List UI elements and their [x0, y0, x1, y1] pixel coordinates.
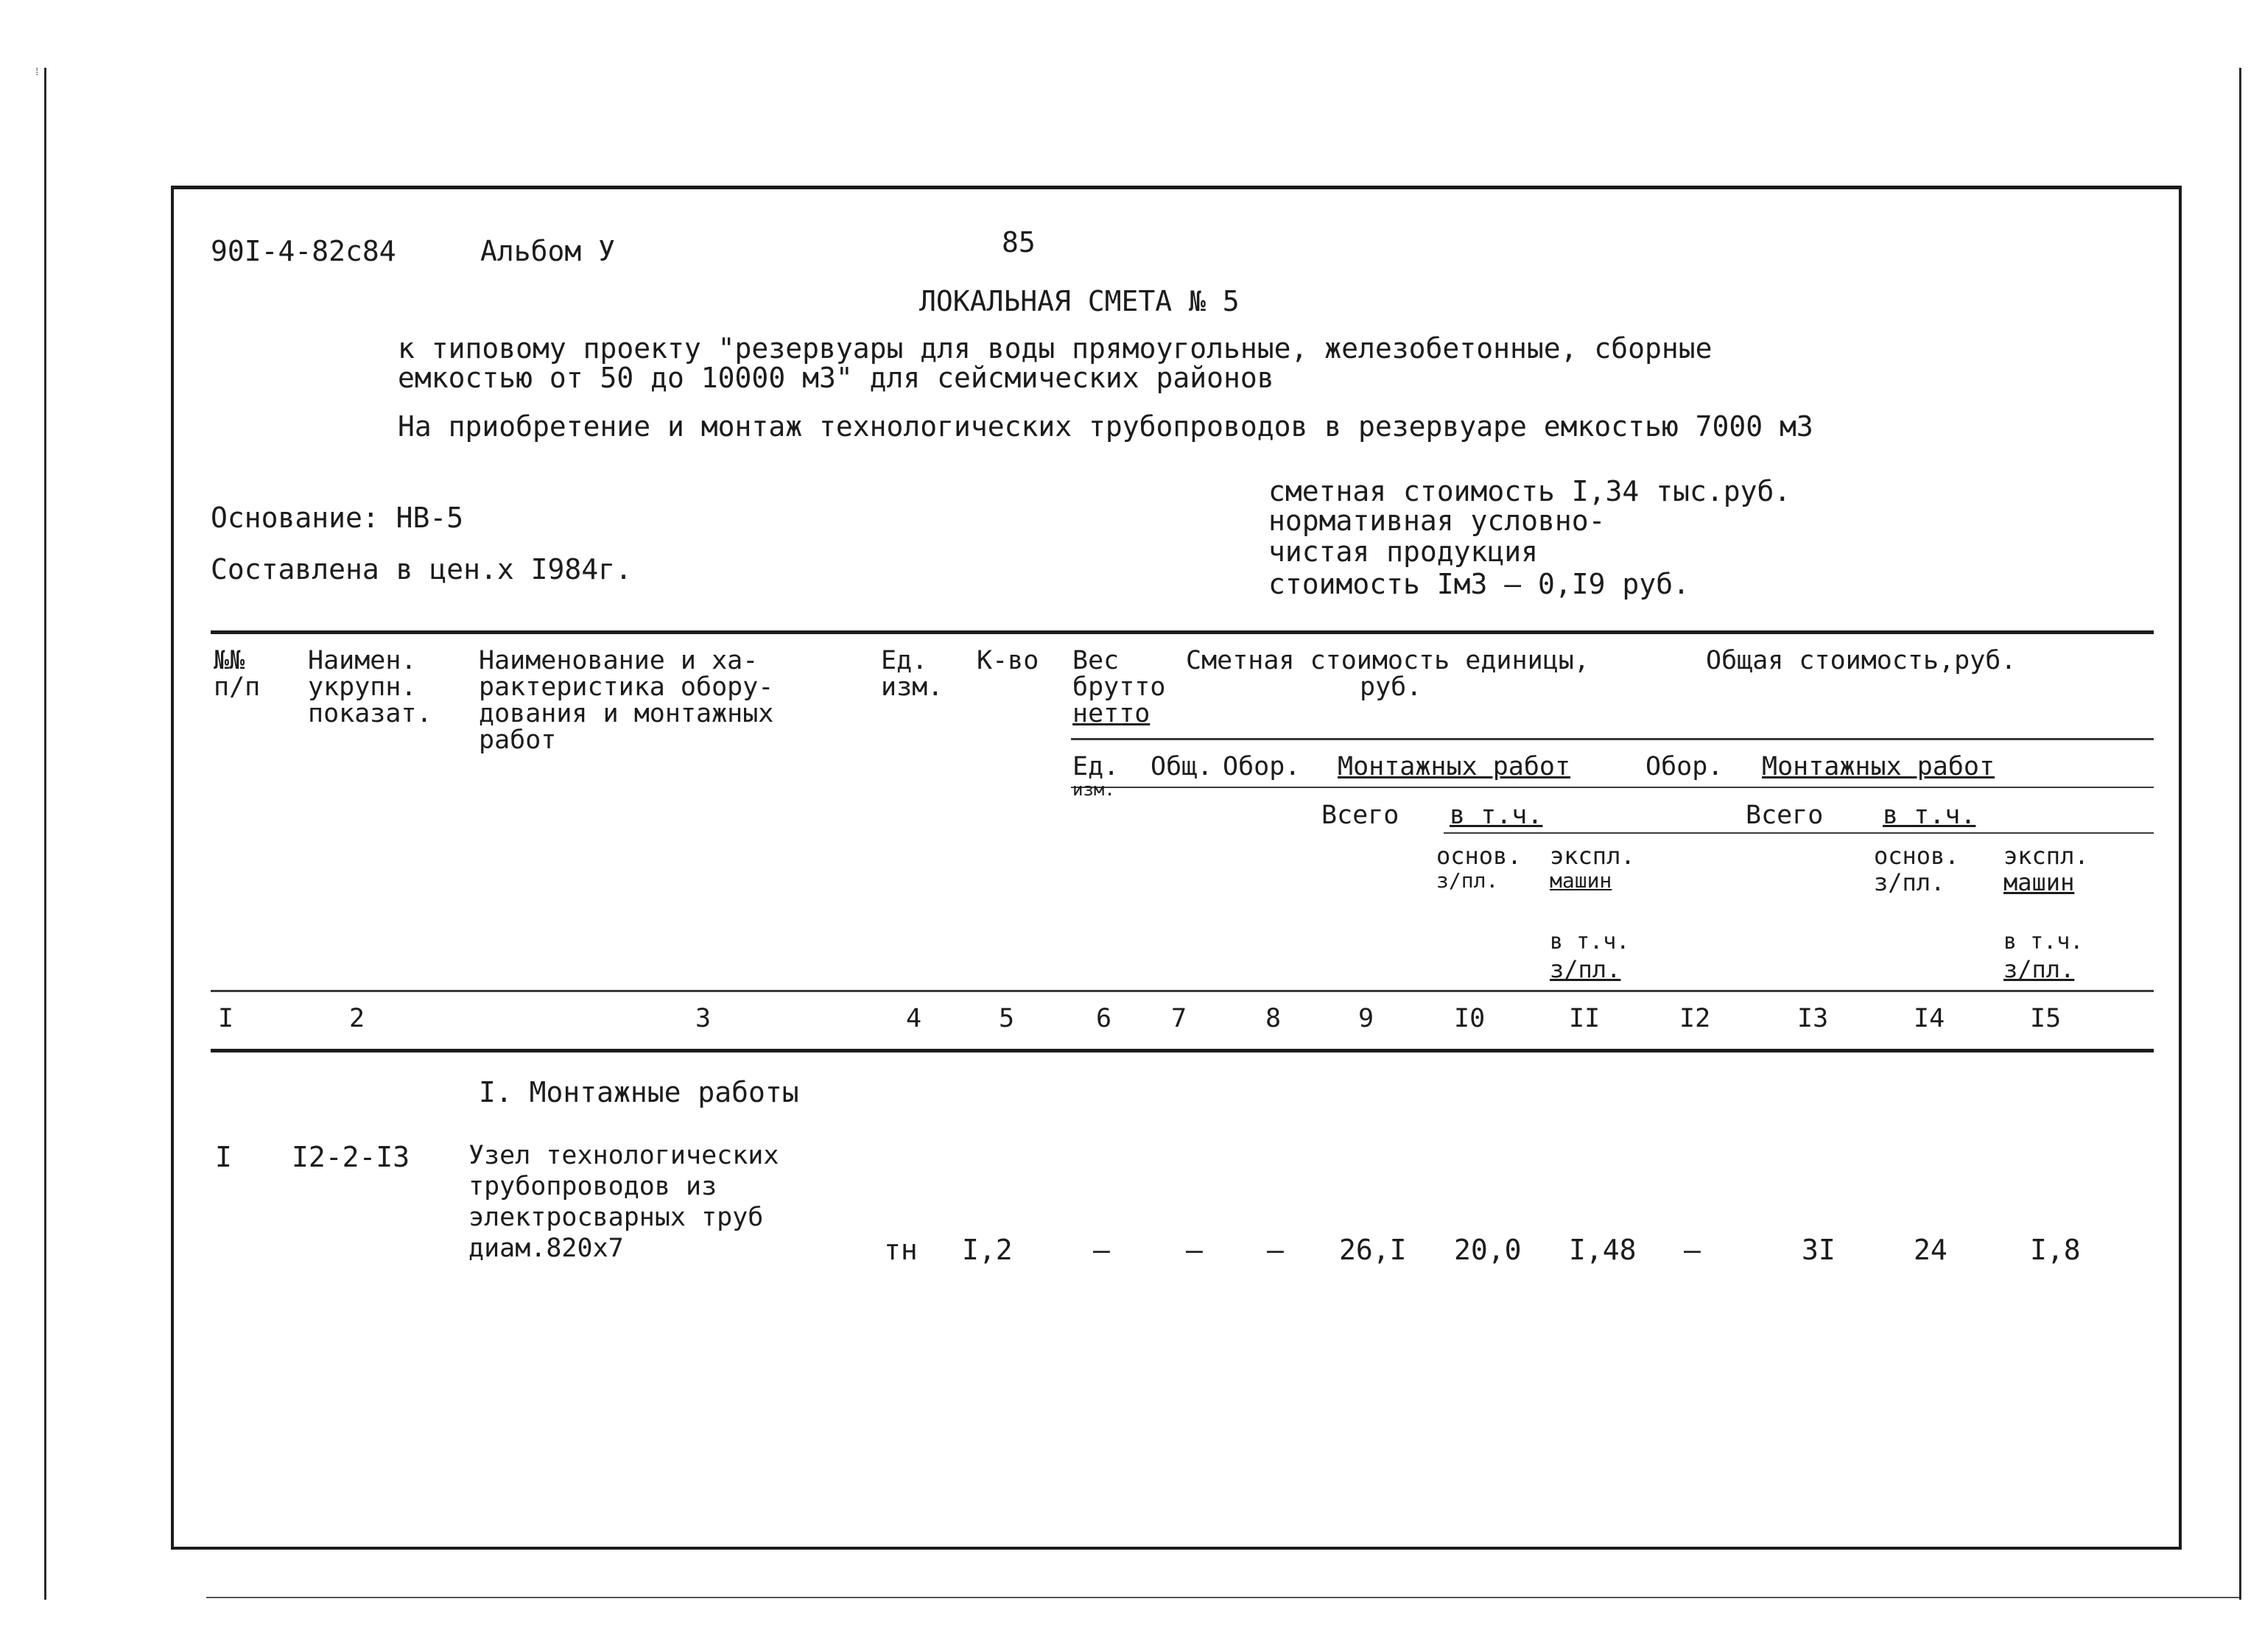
- subtitle-line-3: На приобретение и монтаж технологических трубопроводов в резервуаре емкостью 7000 м3: [398, 410, 1813, 443]
- col1-header-b: п/п: [214, 672, 261, 702]
- col-number: I2: [1679, 1004, 1711, 1033]
- col6-header-brutto: брутто: [1072, 672, 1166, 702]
- row-c14: 24: [1914, 1234, 1947, 1266]
- row-code: I2-2-I3: [292, 1141, 410, 1173]
- col-number: 6: [1096, 1004, 1112, 1033]
- montazh-label-1: Монтажных работ: [1338, 752, 1571, 781]
- basis-price-year: Составлена в цен.х I984г.: [211, 553, 632, 586]
- row-c12: –: [1684, 1234, 1701, 1266]
- ekspl2-a: экспл.: [2003, 842, 2089, 870]
- page-number: 85: [1002, 226, 1036, 259]
- col6-header-weight: Вес: [1072, 646, 1120, 675]
- vsego-label-1: Всего: [1321, 801, 1399, 830]
- col-number: I4: [1914, 1004, 1945, 1033]
- row-unit: тн: [884, 1234, 918, 1266]
- header-rule-3: [1444, 832, 2154, 834]
- document-code: 90I-4-82с84: [211, 235, 396, 267]
- unit-cost-header: Сметная стоимость единицы,: [1186, 646, 1590, 675]
- col-number: 8: [1265, 1004, 1282, 1033]
- obor-label-1: Обор.: [1223, 752, 1301, 781]
- osnov2-a: основ.: [1874, 842, 1959, 870]
- table-top-rule: [211, 630, 2154, 634]
- col3-header-a: Наименование и ха-: [479, 646, 759, 675]
- row-c13: 3I: [1802, 1234, 1836, 1266]
- col-number: 4: [906, 1004, 922, 1033]
- normative-line-2: чистая продукция: [1268, 535, 1539, 568]
- vtch-zpl1-a: в т.ч.: [1550, 929, 1630, 955]
- row-c11: I,48: [1569, 1234, 1637, 1266]
- obsh-label: Общ.: [1151, 752, 1213, 781]
- header-rule-4: [211, 990, 2154, 992]
- vtch-label-1: в т.ч.: [1450, 801, 1543, 830]
- obor-label-2: Обор.: [1645, 752, 1724, 781]
- row-c8: –: [1267, 1234, 1284, 1266]
- document-title: ЛОКАЛЬНАЯ СМЕТА № 5: [919, 285, 1240, 317]
- vtch-label-2: в т.ч.: [1883, 801, 1976, 830]
- ekspl2-b: машин: [2003, 868, 2075, 896]
- row-num: I: [215, 1141, 232, 1173]
- montazh-label-2: Монтажных работ: [1762, 752, 1995, 781]
- ed-izm-a: Ед.: [1072, 752, 1120, 781]
- vtch-zpl2-a: в т.ч.: [2003, 929, 2084, 955]
- row-name-4: диам.820х7: [468, 1234, 624, 1263]
- row-c9: 26,I: [1339, 1234, 1407, 1266]
- row-name-1: Узел технологических: [468, 1141, 779, 1170]
- vtch-zpl1-b: з/пл.: [1550, 955, 1621, 983]
- ed-izm-b: изм.: [1072, 779, 1115, 800]
- col-number: I: [218, 1004, 234, 1033]
- col3-header-d: работ: [479, 725, 557, 755]
- total-cost-header: Общая стоимость,руб.: [1706, 646, 2017, 675]
- header-rule-2: [1071, 787, 2154, 788]
- col-number: I3: [1797, 1004, 1829, 1033]
- normative-line-1: нормативная условно-: [1268, 505, 1606, 537]
- col3-header-b: рактеристика обору-: [479, 672, 774, 702]
- osnov1-b: з/пл.: [1436, 868, 1499, 893]
- col-number: 3: [695, 1004, 712, 1033]
- col-number: 7: [1171, 1004, 1187, 1033]
- col-number: II: [1569, 1004, 1601, 1033]
- row-c6: –: [1093, 1234, 1110, 1266]
- osnov2-b: з/пл.: [1874, 868, 1945, 896]
- col-number: 2: [349, 1004, 365, 1033]
- col1-header-a: №№: [214, 646, 245, 675]
- row-c7: –: [1186, 1234, 1203, 1266]
- ekspl1-a: экспл.: [1550, 842, 1635, 870]
- col4-header-a: Ед.: [881, 646, 928, 675]
- ekspl1-b: машин: [1550, 868, 1612, 893]
- col2-header-c: показат.: [308, 699, 432, 728]
- basis-osnovanie: Основание: НВ-5: [211, 502, 464, 534]
- cost-total: сметная стоимость I,34 тыс.руб.: [1268, 475, 1791, 507]
- album-label: Альбом У: [480, 235, 616, 267]
- col4-header-b: изм.: [881, 672, 944, 702]
- row-c15: I,8: [2030, 1234, 2081, 1266]
- col3-header-c: дования и монтажных: [479, 699, 774, 728]
- col-number: I5: [2030, 1004, 2062, 1033]
- col-number: 5: [999, 1004, 1015, 1033]
- header-rule-1: [1071, 738, 2154, 740]
- col5-header: К-во: [977, 646, 1039, 675]
- binding-mark: ⁞: [34, 66, 41, 78]
- col2-header-a: Наимен.: [308, 646, 417, 675]
- cost-per-m3: стоимость Iм3 – 0,I9 руб.: [1268, 568, 1690, 600]
- col2-header-b: укрупн.: [308, 672, 417, 702]
- scan-edge-right: [2239, 68, 2241, 1600]
- numbers-bottom-rule: [211, 1049, 2154, 1052]
- subtitle-line-2: емкостью от 50 до 10000 м3" для сейсмических районов: [398, 362, 1274, 394]
- subtitle-line-1: к типовому проекту "резервуары для воды прямоугольные, железобетонные, сборные: [398, 332, 1713, 365]
- osnov1-a: основ.: [1436, 842, 1522, 870]
- unit-cost-header-unit: руб.: [1360, 672, 1422, 702]
- col-number: 9: [1358, 1004, 1374, 1033]
- row-c10: 20,0: [1454, 1234, 1522, 1266]
- scan-edge-left: [44, 68, 46, 1600]
- scan-edge-bottom: [206, 1597, 2239, 1598]
- col-number: I0: [1454, 1004, 1486, 1033]
- section-title: I. Монтажные работы: [479, 1076, 799, 1108]
- row-name-2: трубопроводов из: [468, 1172, 717, 1201]
- vsego-label-2: Всего: [1746, 801, 1824, 830]
- row-qty: I,2: [962, 1234, 1013, 1266]
- row-name-3: электросварных труб: [468, 1203, 764, 1232]
- vtch-zpl2-b: з/пл.: [2003, 955, 2075, 983]
- col6-header-netto: нетто: [1072, 699, 1151, 728]
